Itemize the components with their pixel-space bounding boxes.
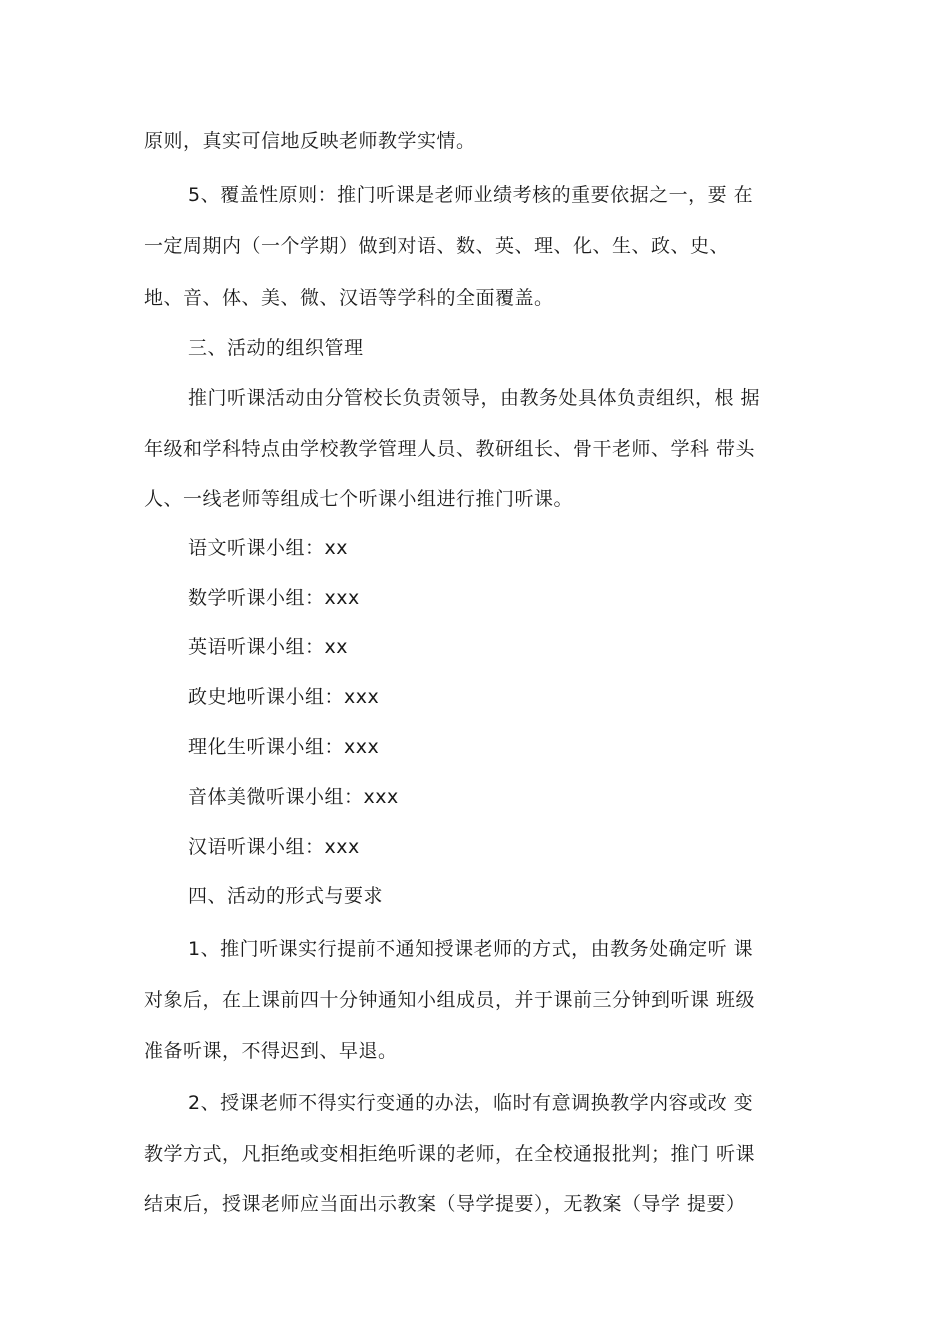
paragraph-line: 推门听课活动由分管校长负责领导，由教务处具体负责组织，根 据 [188,387,761,409]
paragraph-line: 5、覆盖性原则：推门听课是老师业绩考核的重要依据之一，要 在 [188,184,754,206]
paragraph-line: 准备听课，不得迟到、早退。 [144,1040,398,1062]
section-heading: 四、活动的形式与要求 [188,885,384,907]
paragraph-line: 一定周期内（一个学期）做到对语、数、英、理、化、生、政、史、 [144,235,730,257]
section-heading: 三、活动的组织管理 [188,337,364,359]
paragraph-line: 地、音、体、美、微、汉语等学科的全面覆盖。 [144,287,554,309]
list-item: 数学听课小组：xxx [188,587,360,609]
list-item: 汉语听课小组：xxx [188,836,360,858]
list-item: 英语听课小组：xx [188,636,348,658]
paragraph-line: 对象后，在上课前四十分钟通知小组成员，并于课前三分钟到听课 班级 [144,989,756,1011]
list-item: 音体美微听课小组：xxx [188,786,399,808]
paragraph-line: 教学方式，凡拒绝或变相拒绝听课的老师，在全校通报批判；推门 听课 [144,1143,756,1165]
paragraph-line: 年级和学科特点由学校教学管理人员、教研组长、骨干老师、学科 带头 [144,438,756,460]
list-item: 理化生听课小组：xxx [188,736,380,758]
paragraph-line: 结束后，授课老师应当面出示教案（导学提要），无教案（导学 提要） [144,1193,746,1215]
list-item: 政史地听课小组：xxx [188,686,380,708]
paragraph-line: 1、推门听课实行提前不通知授课老师的方式，由教务处确定听 课 [188,938,754,960]
paragraph-line: 原则，真实可信地反映老师教学实情。 [144,130,476,152]
paragraph-line: 2、授课老师不得实行变通的办法，临时有意调换教学内容或改 变 [188,1092,754,1114]
paragraph-line: 人、一线老师等组成七个听课小组进行推门听课。 [144,488,574,510]
list-item: 语文听课小组：xx [188,537,348,559]
